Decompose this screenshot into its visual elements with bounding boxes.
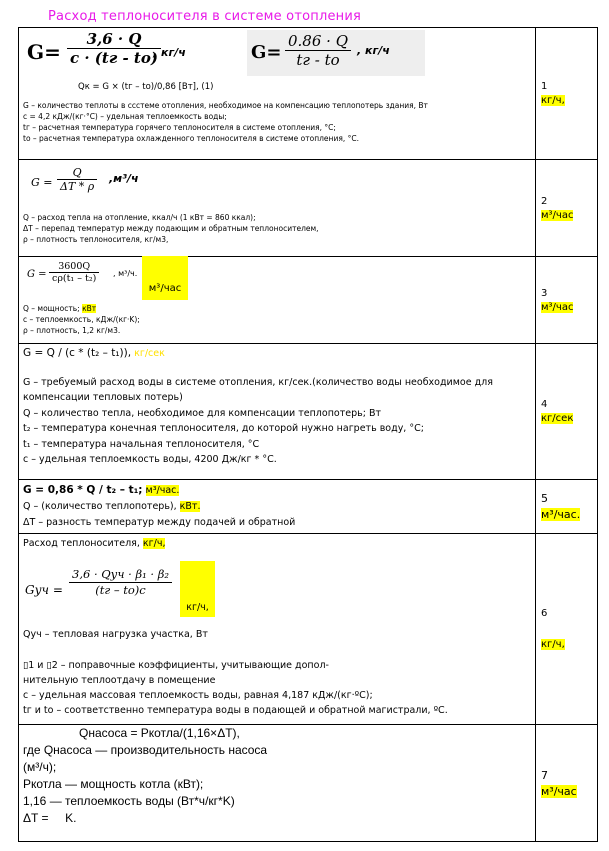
unit-badge: кг/сек: [541, 413, 574, 424]
formula-unit: кг/сек: [134, 348, 165, 359]
table-row: [19, 344, 598, 480]
highlight: кВт.: [179, 501, 201, 512]
text-line: [23, 303, 531, 314]
formula-line: [23, 482, 531, 499]
formula-cell: [19, 344, 536, 480]
text-line: [23, 499, 531, 515]
formula-unit: , кг/ч: [153, 46, 186, 59]
text-line: t₂ – температура конечная теплоносителя, до которой нужно нагреть воду, °C;: [23, 423, 424, 434]
unit-badge: м³/час: [541, 301, 574, 313]
formula-cell: [19, 534, 536, 725]
text-line: ΔT – перепад температур между подающим и обратным теплоносителем,: [23, 224, 319, 233]
text-line: tо – расчетная температура охлажденного теплоносителя в системе отопления, °C.: [23, 134, 359, 143]
text-line: Q – количество тепла, необходимое для компенсации теплопотерь; Вт: [23, 407, 381, 419]
unit-cell: [536, 480, 598, 534]
formula-cell: [19, 480, 536, 534]
table-row: [19, 480, 598, 534]
text-line: tг – расчетная температура горячего теплоносителя в системе отопления, °C;: [23, 123, 336, 132]
unit-cell: [536, 257, 598, 344]
text-line: c = 4,2 кДж/(кг·°C) – удельная теплоемкость воды;: [23, 112, 227, 121]
text-line: Q – расход тепла на отопление, ккал/ч (1 кВт = 860 ккал);: [23, 213, 256, 222]
formula-text: G = Q / (c * (t₂ – t₁)),: [23, 347, 132, 359]
text-line: 1,16 — теплоемкость воды (Вт*ч/кг*K): [23, 794, 235, 808]
unit-cell: [536, 725, 598, 842]
fraction: [57, 166, 97, 193]
unit-cell: [536, 160, 598, 257]
text-line: [23, 536, 531, 551]
unit-badge: кг/ч,: [541, 639, 565, 650]
formula-lhs: G =: [27, 269, 47, 280]
fraction: [69, 567, 172, 598]
formula-lhs: G=: [251, 42, 282, 63]
highlight: кг/ч,: [142, 538, 166, 549]
fraction: [49, 261, 99, 284]
table-row: [19, 725, 598, 842]
text-line: c – удельная теплоемкость воды, 4200 Дж/кг * °C.: [23, 454, 277, 465]
text-line: tг и tо – соответственно температура воды в подающей и обратной магистрали, ºС.: [23, 705, 448, 716]
numerator: 0.86 · Q: [285, 32, 351, 51]
numerator: 3600Q: [49, 261, 99, 273]
fraction: [67, 30, 161, 67]
text-line: Pкотла — мощность котла (кВт);: [23, 777, 204, 791]
formula-text: G = 0,86 * Q / t₂ – t₁;: [23, 484, 143, 496]
formula-image: [247, 30, 425, 76]
denominator: c · (tг - tо): [70, 49, 158, 67]
table-row: [19, 257, 598, 344]
text-line: нительную теплоотдачу в помещение: [23, 675, 216, 686]
row-number: 6: [541, 608, 548, 619]
table-row: [19, 160, 598, 257]
unit-cell: [536, 344, 598, 480]
text-line: t₁ – температура начальная теплоносителя, °C: [23, 438, 260, 450]
text-line: ΔT – разность температур между подачей и обратной: [23, 517, 296, 528]
formula-lhs: G=: [27, 40, 61, 64]
text-line: Qуч – тепловая нагрузка участка, Вт: [23, 629, 208, 640]
unit-badge: м³/час: [541, 784, 577, 798]
text-line: ρ – плотность, 1,2 кг/м3.: [23, 326, 121, 335]
highlight: м³/час.: [145, 485, 180, 496]
highlight: кВт: [82, 304, 97, 313]
numerator: Q: [57, 166, 97, 180]
row-number: 4: [541, 399, 548, 410]
formula-line: [23, 346, 531, 362]
text-fragment: Q – (количество теплопотерь),: [23, 501, 180, 512]
text-fragment: Q – мощность;: [23, 304, 83, 313]
table-row: [19, 28, 598, 160]
formula-cell: [19, 28, 536, 160]
text-fragment: Расход теплоносителя,: [23, 538, 143, 549]
formula-unit: , кг/ч: [357, 44, 390, 57]
formula-unit: ,м³/ч: [109, 172, 139, 185]
formula-cell: [19, 160, 536, 257]
denominator: (tг – tо)c: [95, 583, 146, 597]
row-number: 7: [541, 768, 548, 782]
page-title: Расход теплоносителя в системе отопления: [48, 9, 362, 24]
text-line: c – удельная массовая теплоемкость воды, равная 4,187 кДж/(кг·ºС);: [23, 690, 373, 701]
unit-badge: кг/ч,: [541, 95, 565, 106]
unit-badge: м³/час.: [541, 508, 581, 521]
formula-cell: [19, 725, 536, 842]
text-line: (м³/ч);: [23, 760, 57, 774]
text-line: G – количество теплоты в ссстеме отопления, необходимое на компенсацию теплопотерь здания, Вт: [23, 101, 428, 110]
denominator: tг - tо: [296, 51, 340, 69]
formula-lhs: Gуч =: [25, 583, 63, 597]
text-line: ρ – плотность теплоносителя, кг/м3,: [23, 235, 169, 244]
text-line: где Qнасоса — производительность насоса: [23, 743, 268, 757]
formula-cell: [19, 257, 536, 344]
text-line: G – требуемый расход воды в системе отопления, кг/сек.(количество воды необходимое для компенсации тепловых потерь): [23, 376, 493, 403]
row-number: 3: [541, 287, 548, 299]
unit-cell: [536, 534, 598, 725]
row-number: 1: [541, 81, 548, 92]
text-line: c – теплоемкость, кДж/(кг·K);: [23, 315, 140, 324]
unit-badge: м³/час: [142, 256, 188, 300]
unit-badge: кг/ч,: [180, 561, 215, 617]
text-line: ▯1 и ▯2 – поправочные коэффициенты, учитывающие допол-: [23, 660, 329, 671]
fraction: [285, 32, 351, 69]
text-line: Qнасоса = Pкотла/(1,16×ΔT),: [79, 726, 240, 740]
formula-lhs: G =: [31, 176, 53, 189]
row-number: 2: [541, 195, 548, 207]
subformula: Qк = G × (tг – tо)/0,86 [Вт], (1): [78, 82, 214, 92]
formula-table: [18, 27, 598, 842]
numerator: 3,6 · Q: [67, 30, 161, 49]
text-line: ΔT = K.: [23, 811, 77, 825]
table-row: [19, 534, 598, 725]
denominator: ΔT * ρ: [60, 180, 95, 193]
unit-badge: м³/час: [541, 209, 574, 221]
denominator: cρ(t₁ – t₂): [52, 273, 97, 284]
formula-unit: , м³/ч.: [113, 269, 138, 278]
numerator: 3,6 · Qуч · β₁ · β₂: [69, 567, 172, 583]
row-number: 5: [541, 492, 548, 505]
unit-cell: [536, 28, 598, 160]
